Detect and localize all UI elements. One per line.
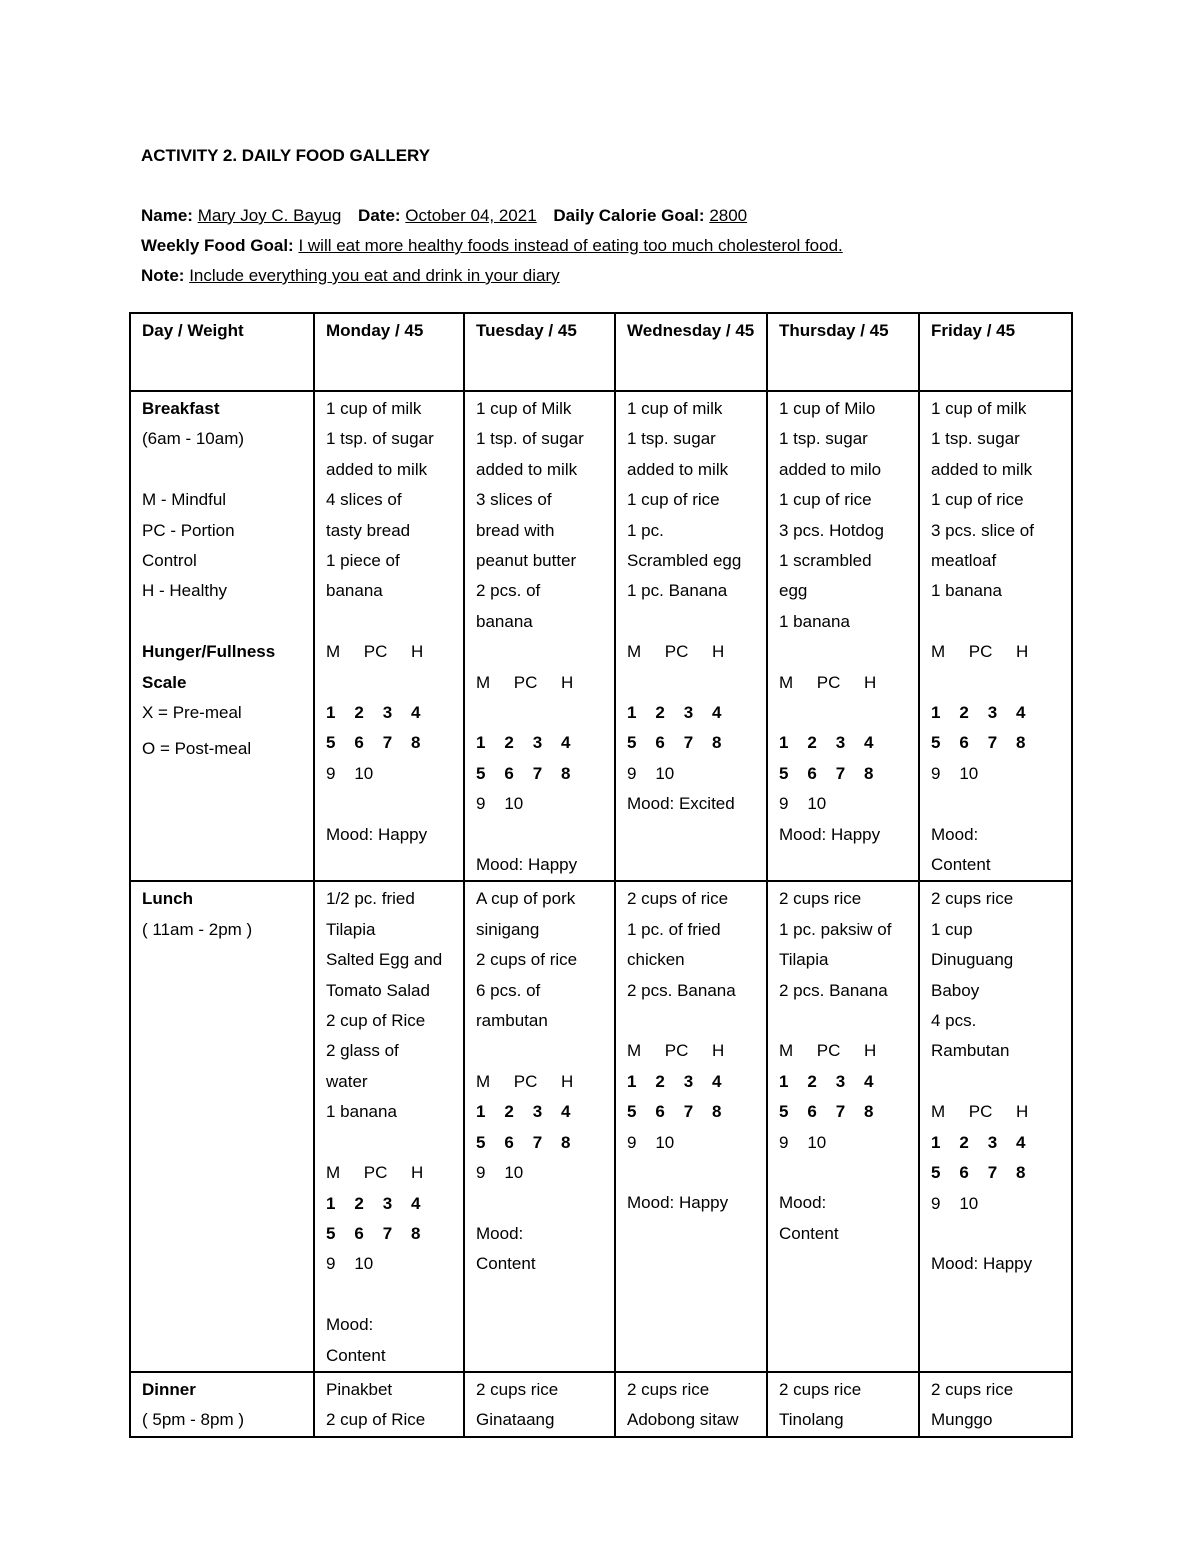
mood-text: Mood:	[931, 824, 979, 844]
list-item: sinigang	[476, 919, 540, 939]
scale-title-1: Hunger/Fullness	[142, 642, 276, 662]
list-item: 6 pcs. of	[476, 980, 541, 1000]
breakfast-time: (6am - 10am)	[142, 429, 245, 449]
mindful-row: M PC H	[627, 642, 725, 662]
list-item: 1 pc. paksiw of	[779, 919, 892, 939]
name-value: Mary Joy C. Bayug	[197, 206, 342, 225]
info-line-note	[141, 266, 560, 286]
mindful-row: M PC H	[779, 672, 877, 692]
mindful-row: M PC H	[476, 672, 574, 692]
scale-pre-meal: X = Pre-meal	[142, 703, 242, 723]
list-item: 1/2 pc. fried	[326, 889, 415, 909]
breakfast-thursday	[767, 391, 919, 881]
list-item: 1 cup of rice	[779, 490, 872, 510]
scale-row-2: 5 6 7 8	[627, 1102, 722, 1122]
list-item: 4 pcs.	[931, 1011, 977, 1031]
scale-row-3: 9 10	[931, 763, 979, 783]
list-item: 1 banana	[931, 581, 1002, 601]
list-item: 1 tsp. sugar	[931, 429, 1020, 449]
mood-text: Mood:	[326, 1315, 374, 1335]
list-item: 3 pcs. slice of	[931, 520, 1034, 540]
list-item: water	[326, 1071, 368, 1091]
page-title: ACTIVITY 2. DAILY FOOD GALLERY	[141, 146, 431, 165]
list-item: 1 cup of rice	[931, 490, 1024, 510]
scale-post-meal: O = Post-meal	[142, 739, 252, 759]
list-item: 4 slices of	[326, 490, 402, 510]
breakfast-monday	[314, 391, 464, 881]
list-item: 1 tsp. sugar	[779, 429, 868, 449]
list-item: 2 cup of Rice	[326, 1011, 426, 1031]
name-label: Name:	[141, 206, 193, 225]
list-item: Tilapia	[326, 919, 376, 939]
list-item: tasty bread	[326, 520, 411, 540]
scale-title-2: Scale	[142, 672, 187, 692]
mood-text: Mood:	[779, 1193, 827, 1213]
scale-row-1: 1 2 3 4	[476, 1102, 571, 1122]
scale-row-3: 9 10	[326, 1254, 374, 1274]
mindful-row: M PC H	[931, 1102, 1029, 1122]
scale-row-2: 5 6 7 8	[627, 733, 722, 753]
lunch-title: Lunch	[142, 889, 193, 909]
info-line-weekly-goal	[141, 236, 843, 256]
date-value: October 04, 2021	[405, 206, 537, 225]
scale-row-2: 5 6 7 8	[931, 733, 1026, 753]
breakfast-title: Breakfast	[142, 399, 220, 418]
scale-row-2: 5 6 7 8	[779, 1102, 874, 1122]
weekly-goal-value: I will eat more healthy foods instead of eating too much cholesterol food.	[298, 236, 843, 255]
list-item: 1 pc.	[627, 520, 664, 540]
note-label: Note:	[141, 266, 185, 285]
mood-text: Mood: Happy	[627, 1193, 729, 1213]
scale-row-2: 5 6 7 8	[476, 763, 571, 783]
list-item: Adobong sitaw	[627, 1410, 739, 1430]
breakfast-wednesday	[615, 391, 767, 881]
list-item: added to milk	[326, 459, 428, 479]
list-item: 1 cup	[931, 919, 973, 939]
header-tuesday: Tuesday / 45	[464, 313, 615, 391]
mindful-row: M PC H	[931, 642, 1029, 662]
lunch-row	[130, 881, 1072, 1371]
legend-mindful: M - Mindful	[142, 490, 227, 510]
list-item: egg	[779, 581, 808, 601]
mood-text: Mood: Happy	[326, 824, 428, 844]
scale-row-3: 9 10	[326, 763, 374, 783]
list-item: 2 cups of rice	[476, 950, 578, 970]
scale-row-1: 1 2 3 4	[931, 703, 1026, 723]
mood-text-2: Content	[326, 1345, 386, 1365]
list-item: chicken	[627, 950, 685, 970]
scale-row-3: 9 10	[476, 794, 524, 814]
list-item: Tomato Salad	[326, 980, 430, 1000]
list-item: 2 cups of rice	[627, 889, 729, 909]
list-item: Tinolang	[779, 1410, 844, 1430]
list-item: 2 pcs. Banana	[779, 980, 888, 1000]
mood-text-2: Content	[476, 1254, 536, 1274]
list-item: added to milk	[627, 459, 729, 479]
mindful-row: M PC H	[326, 642, 424, 662]
header-monday: Monday / 45	[314, 313, 464, 391]
table-header-row	[130, 313, 1072, 391]
list-item: Tilapia	[779, 950, 829, 970]
list-item: 2 cups rice	[779, 1379, 862, 1399]
scale-row-3: 9 10	[627, 763, 675, 783]
scale-row-2: 5 6 7 8	[476, 1132, 571, 1152]
list-item: 1 banana	[779, 611, 850, 631]
list-item: 1 piece of	[326, 551, 400, 571]
mindful-row: M PC H	[326, 1163, 424, 1183]
list-item: Baboy	[931, 980, 980, 1000]
list-item: 1 cup of milk	[627, 399, 723, 418]
list-item: 2 cups rice	[779, 889, 862, 909]
scale-row-1: 1 2 3 4	[476, 733, 571, 753]
list-item: 2 cups rice	[627, 1379, 710, 1399]
list-item: 1 cup of milk	[931, 399, 1027, 418]
list-item: 2 pcs. of	[476, 581, 541, 601]
lunch-monday	[314, 881, 464, 1371]
list-item: added to milo	[779, 459, 882, 479]
date-label: Date:	[358, 206, 401, 225]
list-item: 2 cup of Rice	[326, 1410, 426, 1430]
scale-row-3: 9 10	[779, 794, 827, 814]
list-item: added to milk	[931, 459, 1033, 479]
dinner-wednesday	[615, 1372, 767, 1437]
mood-text: Mood: Happy	[779, 824, 881, 844]
list-item: 3 slices of	[476, 490, 552, 510]
food-diary-table	[129, 312, 1073, 1438]
lunch-friday	[919, 881, 1072, 1371]
scale-row-2: 5 6 7 8	[326, 733, 421, 753]
list-item: Pinakbet	[326, 1379, 393, 1399]
mindful-row: M PC H	[476, 1071, 574, 1091]
list-item: 1 cup of Milo	[779, 399, 876, 418]
list-item: Munggo	[931, 1410, 993, 1430]
mood-text: Mood: Happy	[476, 855, 578, 875]
dinner-row	[130, 1372, 1072, 1437]
scale-row-1: 1 2 3 4	[779, 733, 874, 753]
mindful-row: M PC H	[627, 1041, 725, 1061]
list-item: A cup of pork	[476, 889, 576, 909]
mood-text: Mood:	[476, 1223, 524, 1243]
scale-row-3: 9 10	[931, 1193, 979, 1213]
scale-row-1: 1 2 3 4	[326, 703, 421, 723]
calorie-label: Daily Calorie Goal:	[553, 206, 705, 225]
list-item: 2 cups rice	[931, 889, 1014, 909]
lunch-tuesday	[464, 881, 615, 1371]
breakfast-label-cell	[130, 391, 314, 881]
scale-row-1: 1 2 3 4	[779, 1071, 874, 1091]
header-wednesday: Wednesday / 45	[615, 313, 767, 391]
list-item: banana	[476, 611, 533, 631]
list-item: 1 cup of milk	[326, 399, 422, 418]
list-item: Dinuguang	[931, 950, 1014, 970]
list-item: 1 pc. Banana	[627, 581, 728, 601]
breakfast-row	[130, 391, 1072, 881]
lunch-time: ( 11am - 2pm )	[142, 919, 253, 939]
legend-healthy: H - Healthy	[142, 581, 228, 601]
scale-row-2: 5 6 7 8	[326, 1223, 421, 1243]
breakfast-tuesday	[464, 391, 615, 881]
list-item: 1 cup of rice	[627, 490, 720, 510]
breakfast-friday	[919, 391, 1072, 881]
dinner-title: Dinner	[142, 1379, 196, 1399]
header-friday: Friday / 45	[919, 313, 1072, 391]
lunch-thursday	[767, 881, 919, 1371]
header-thursday: Thursday / 45	[767, 313, 919, 391]
legend-portion-2: Control	[142, 551, 197, 571]
list-item: added to milk	[476, 459, 578, 479]
scale-row-1: 1 2 3 4	[627, 1071, 722, 1091]
scale-row-1: 1 2 3 4	[931, 1132, 1026, 1152]
dinner-tuesday	[464, 1372, 615, 1437]
list-item: 1 scrambled	[779, 551, 872, 571]
weekly-goal-label: Weekly Food Goal:	[141, 236, 294, 255]
scale-row-3: 9 10	[476, 1163, 524, 1183]
list-item: bread with	[476, 520, 555, 540]
lunch-label-cell	[130, 881, 314, 1371]
list-item: peanut butter	[476, 551, 577, 571]
scale-row-2: 5 6 7 8	[931, 1163, 1026, 1183]
list-item: 1 cup of Milk	[476, 399, 572, 418]
dinner-friday	[919, 1372, 1072, 1437]
list-item: 2 cups rice	[931, 1379, 1014, 1399]
scale-row-1: 1 2 3 4	[326, 1193, 421, 1213]
list-item: 1 pc. of fried	[627, 919, 721, 939]
list-item: meatloaf	[931, 551, 997, 571]
mood-text: Mood: Happy	[931, 1254, 1033, 1274]
list-item: Ginataang	[476, 1410, 555, 1430]
list-item: Rambutan	[931, 1041, 1010, 1061]
list-item: rambutan	[476, 1011, 548, 1031]
list-item: 2 cups rice	[476, 1379, 559, 1399]
list-item: 1 tsp. of sugar	[326, 429, 434, 449]
scale-row-1: 1 2 3 4	[627, 703, 722, 723]
calorie-value: 2800	[709, 206, 748, 225]
note-value: Include everything you eat and drink in your diary	[189, 266, 560, 285]
dinner-monday	[314, 1372, 464, 1437]
list-item: 2 glass of	[326, 1041, 399, 1061]
mood-text: Mood: Excited	[627, 794, 735, 814]
dinner-time: ( 5pm - 8pm )	[142, 1410, 245, 1430]
list-item: 1 banana	[326, 1102, 397, 1122]
mood-text-2: Content	[931, 855, 991, 875]
list-item: Salted Egg and	[326, 950, 443, 970]
lunch-wednesday	[615, 881, 767, 1371]
info-line-name-date	[141, 206, 747, 226]
legend-portion: PC - Portion	[142, 520, 235, 540]
list-item: 2 pcs. Banana	[627, 980, 736, 1000]
list-item: 1 tsp. of sugar	[476, 429, 584, 449]
scale-row-2: 5 6 7 8	[779, 763, 874, 783]
scale-row-3: 9 10	[627, 1132, 675, 1152]
dinner-thursday	[767, 1372, 919, 1437]
mood-text-2: Content	[779, 1223, 839, 1243]
list-item: banana	[326, 581, 383, 601]
list-item: Scrambled egg	[627, 551, 742, 571]
dinner-label-cell	[130, 1372, 314, 1437]
header-day-weight: Day / Weight	[130, 313, 314, 391]
scale-row-3: 9 10	[779, 1132, 827, 1152]
list-item: 3 pcs. Hotdog	[779, 520, 884, 540]
list-item: 1 tsp. sugar	[627, 429, 716, 449]
mindful-row: M PC H	[779, 1041, 877, 1061]
